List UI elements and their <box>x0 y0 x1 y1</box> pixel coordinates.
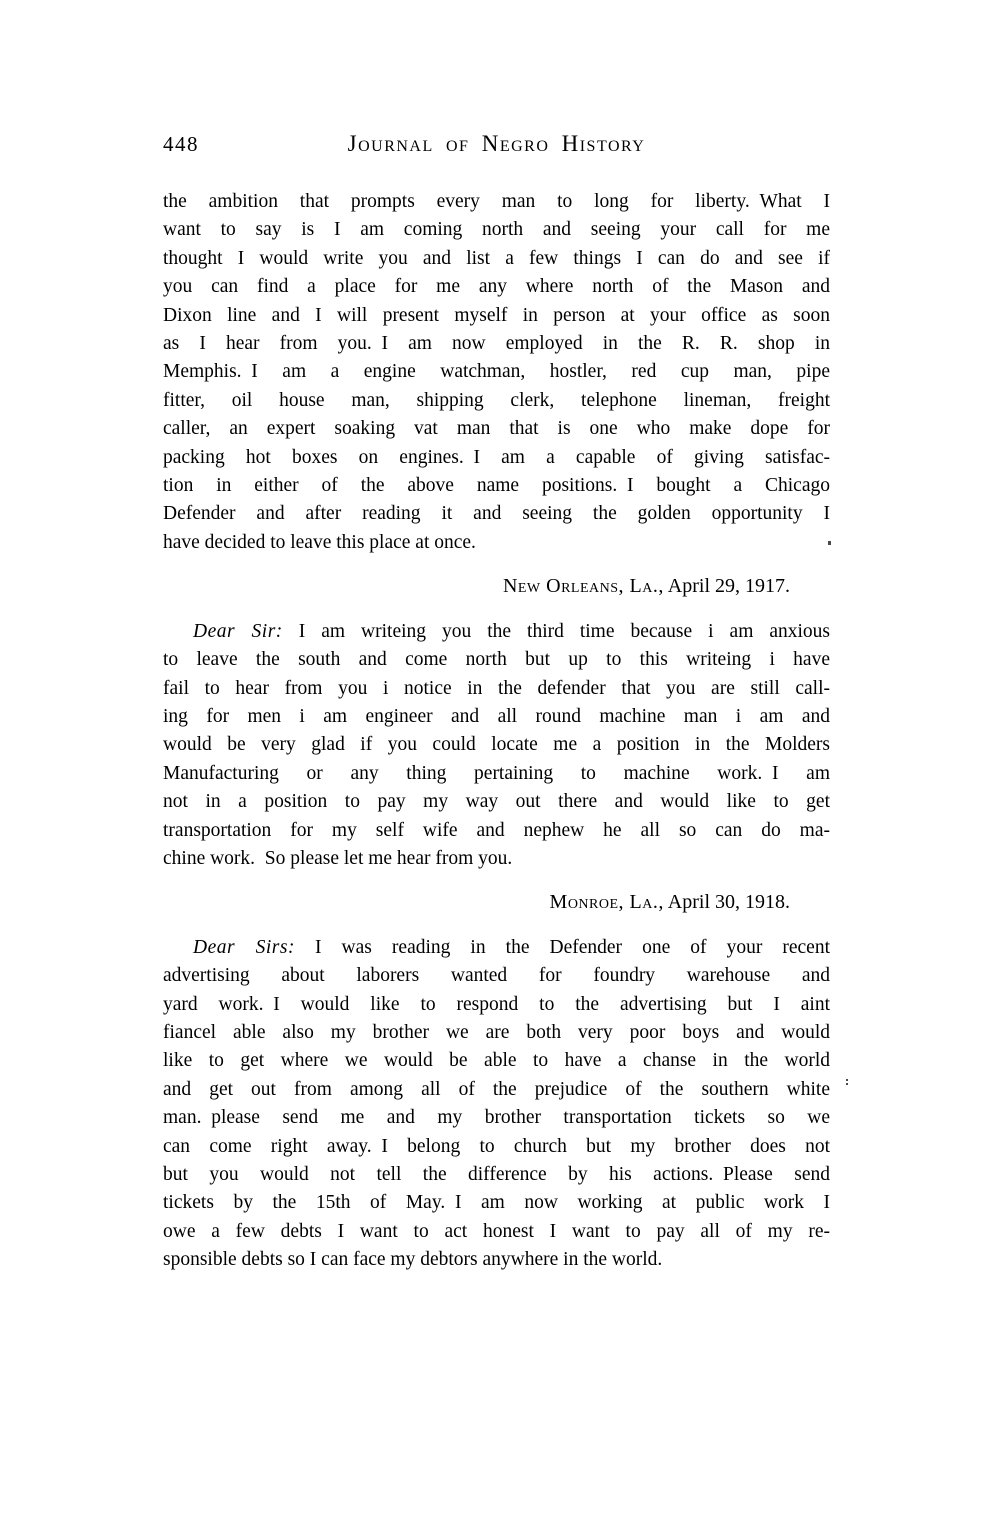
text-line: caller, an expert soaking vat man that is one who make dope for <box>163 418 830 440</box>
page-number: 448 <box>163 132 199 156</box>
text-line: Dear Sir: I am writeing you the third time because i am anxious <box>193 620 830 642</box>
text-line: ing for men i am engineer and all round machine man i am and <box>163 705 830 727</box>
text-line: yard work. I would like to respond to the advertising but I aint <box>163 993 830 1015</box>
text-line: but you would not tell the difference by his actions. Please send <box>163 1164 830 1185</box>
text-line: advertising about laborers wanted for foundry warehouse and <box>163 965 830 987</box>
text-line: fitter, oil house man, shipping clerk, telephone lineman, freight <box>163 389 830 411</box>
salutation: Dear Sir: <box>193 620 283 642</box>
text-line: sponsible debts so I can face my debtors anywhere in the world. <box>163 1249 663 1271</box>
text-column <box>163 131 830 1275</box>
text-line: Memphis. I am a engine watchman, hostler, red cup man, pipe <box>163 361 830 383</box>
text-line: and get out from among all of the prejudice of the southern white <box>163 1078 830 1100</box>
text-line: want to say is I am coming north and seeing your call for me <box>163 219 830 241</box>
dateline-place: Monroe, La., <box>549 891 664 914</box>
text-line: tion in either of the above name positions. I bought a Chicago <box>163 475 830 497</box>
dateline-date: April 30, 1918. <box>667 891 790 914</box>
text-line: fail to hear from you i notice in the defender that you are still call- <box>163 677 830 699</box>
journal-title: Journal of Negro History <box>347 131 646 156</box>
text-line: to leave the south and come north but up to this writeing i have <box>163 649 830 671</box>
letter-continuation <box>163 188 830 557</box>
text-line: have decided to leave this place at once. <box>163 531 476 553</box>
dateline-place: New Orleans, La., <box>502 575 664 598</box>
text-line: not in a position to pay my way out there and would like to get <box>163 791 830 813</box>
scan-speck <box>846 1079 848 1081</box>
text-line: Manufacturing or any thing pertaining to machine work. I am <box>163 762 830 784</box>
text-line: packing hot boxes on engines. I am a capable of giving satisfac- <box>163 446 830 468</box>
text-line: Dixon line and I will present myself in person at your office as soon <box>163 304 830 326</box>
page-header <box>163 131 830 158</box>
letter-paragraph <box>163 188 830 557</box>
letter-new-orleans <box>163 572 830 873</box>
text-line: can come right away. I belong to church but my brother does not <box>163 1135 830 1157</box>
text-line: transportation for my self wife and nephew he all so can do ma- <box>163 819 830 841</box>
text-line: fiancel able also my brother we are both very poor boys and would <box>163 1021 830 1043</box>
text-line: man. please send me and my brother transportation tickets so we <box>163 1107 830 1129</box>
text-line: Defender and after reading it and seeing the golden opportunity I <box>163 503 830 525</box>
scan-speck <box>828 541 831 545</box>
text-line: tickets by the 15th of May. I am now working at public work I <box>163 1192 830 1214</box>
text-line: as I hear from you. I am now employed in the R. R. shop in <box>163 333 830 355</box>
dateline <box>163 572 830 600</box>
text-line: thought I would write you and list a few things I can do and see if <box>163 247 830 269</box>
text-line: chine work. So please let me hear from you. <box>163 847 513 869</box>
dateline-date: April 29, 1917. <box>667 575 790 598</box>
letter-monroe <box>163 888 830 1274</box>
salutation: Dear Sirs: <box>193 936 295 958</box>
text-line: like to get where we would be able to have a chanse in the world <box>163 1050 830 1072</box>
text-line: the ambition that prompts every man to long for liberty. What I <box>163 191 830 212</box>
letter-paragraph <box>163 618 830 874</box>
text-line: owe a few debts I want to act honest I want to pay all of my re- <box>163 1220 830 1242</box>
text-line: you can find a place for me any where north of the Mason and <box>163 276 830 298</box>
dateline <box>163 888 830 916</box>
letter-paragraph <box>163 934 830 1275</box>
text-line: would be very glad if you could locate me a position in the Molders <box>163 734 830 756</box>
text-line: Dear Sirs: I was reading in the Defender one of your recent <box>193 936 830 958</box>
